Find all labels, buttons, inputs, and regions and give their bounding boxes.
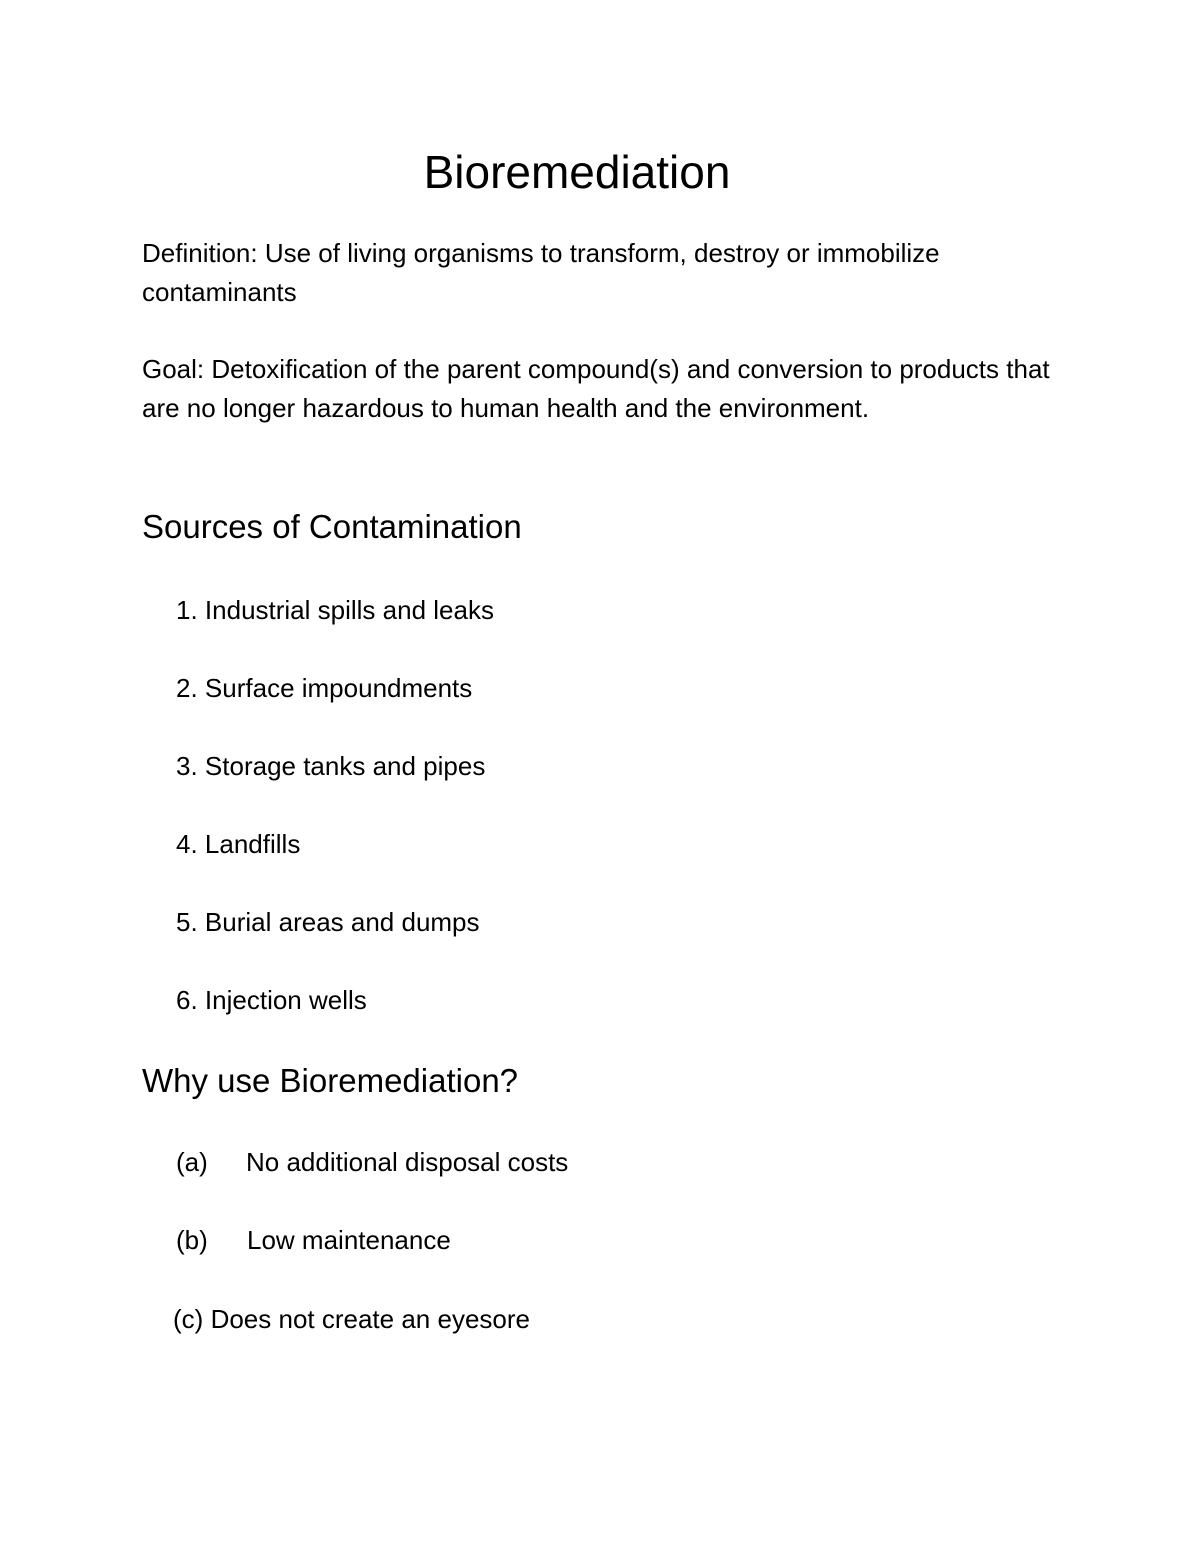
list-item — [176, 749, 485, 783]
list-item — [176, 827, 300, 861]
list-item-number: 5. — [176, 907, 198, 937]
list-item — [176, 1145, 568, 1179]
reasons-heading: Why use Bioremediation? — [142, 1062, 519, 1099]
list-item-label: (c) — [173, 1304, 204, 1334]
list-item — [176, 593, 494, 627]
list-item-text: Burial areas and dumps — [204, 907, 480, 937]
list-item-text: No additional disposal costs — [246, 1147, 569, 1177]
list-item-label: (b) — [176, 1225, 208, 1255]
list-item — [176, 905, 480, 939]
list-item-number: 3. — [176, 751, 198, 781]
list-item-text: Surface impoundments — [204, 673, 473, 703]
list-item-text: Industrial spills and leaks — [204, 595, 494, 625]
list-item — [176, 1223, 451, 1257]
goal-paragraph: Goal: Detoxification of the parent compound(s) and conversion to products that are no longer hazardous to human health and the environment. — [142, 354, 1050, 423]
sources-heading: Sources of Contamination — [142, 508, 522, 545]
list-item-text: Low maintenance — [247, 1225, 451, 1255]
list-item-text: Injection wells — [204, 985, 367, 1015]
list-item-label: (a) — [176, 1147, 208, 1177]
list-item-number: 6. — [176, 985, 198, 1015]
list-item — [176, 671, 472, 705]
list-item — [176, 983, 367, 1017]
list-item-text: Landfills — [204, 829, 301, 859]
list-item-number: 4. — [176, 829, 198, 859]
list-item-text: Storage tanks and pipes — [204, 751, 486, 781]
list-item-number: 2. — [176, 673, 198, 703]
definition-paragraph: Definition: Use of living organisms to transform, destroy or immobilize contaminants — [142, 238, 940, 307]
list-item — [173, 1302, 530, 1336]
list-item-number: 1. — [176, 595, 198, 625]
document-title: Bioremediation — [423, 146, 731, 198]
list-item-text: Does not create an eyesore — [210, 1304, 530, 1334]
